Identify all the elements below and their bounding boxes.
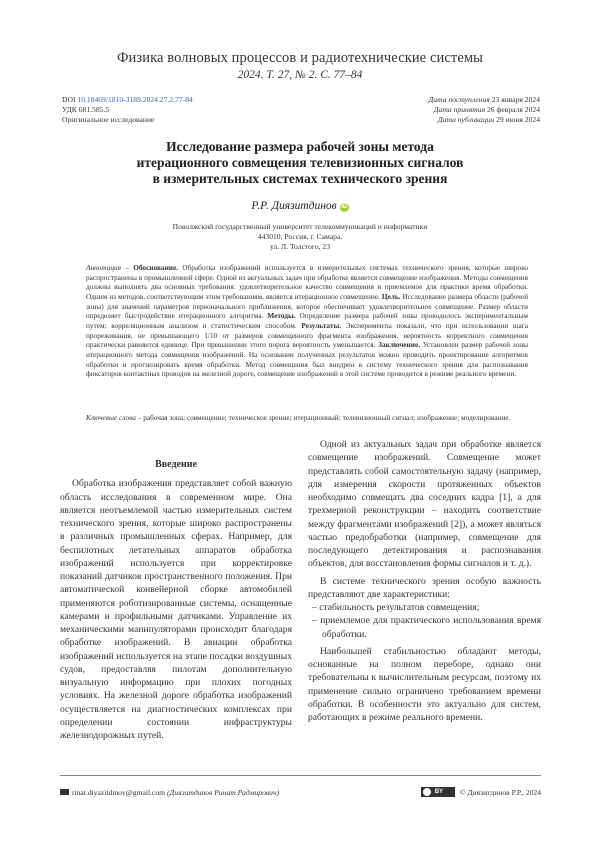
published-date: Дата публикации 29 июня 2024 (437, 114, 540, 124)
article-type: Оригинальное исследование (62, 114, 155, 124)
email-link[interactable]: rinat.diyazitdinov@gmail.com (72, 788, 166, 797)
orcid-icon[interactable]: iD (341, 204, 348, 210)
cc-circle-icon (423, 788, 431, 796)
paragraph: Обработка изображения представляет собой важную область исследования в современном мире. Она является неотъемлемой частью измерительных систем технического зрения, которые широко распространены в различных промышленных сферах. Например, для беспилотных летательных аппаратов обработка изображений используется при корректировке показаний датчиков пространственного положения. При автоматической конвейерной сборке автомобилей применяются роботизированные системы, оснащенные камерами и профильными датчиками. Управление их механическими манипуляторами происходит благодаря обработке изображений. В авиации обработка изображений используется на этапе посадки воздушных судов, предоставляя пилотам дополнительную визуальную информацию при плохих погодных условиях. На железной дороге обработка изображений осуществляется на диагностических комплексах при определении состоянии инфраструктуры железнодорожных путей. (60, 478, 292, 741)
abstract-subheading: Цель. (381, 291, 401, 301)
copyright-block (421, 787, 541, 797)
accepted-date: Дата принятия 26 февраля 2024 (433, 104, 540, 114)
title-line: Исследование размера рабочей зоны метода (166, 139, 434, 154)
affiliation-line: ул. Л. Толстого, 23 (269, 242, 331, 251)
doi-line (62, 95, 193, 105)
author-name: Р.Р. Диязитдинов (251, 200, 337, 212)
article-dates (429, 95, 540, 124)
abstract-label: Аннотация (86, 263, 122, 272)
abstract: Аннотация – Обоснование. Обработка изображений используется в измерительных системах технического зрения, которые широко распространены в промышленной сфере. Одной из актуальных задач при обработке является совмещение изображения. Методы совмещения должны выполнять два основных требования: удовлетворительное качество совмещения и приемлемое для практики время обработки. Одним из методов, соответствующим этим требованиям, является итерационное совмещение. Цель. Исследование размера области (рабочей зоны) для значений параметров первоначального приближения, которое обеспечивает удовлетворительное совмещение. Размер области определяет быстродействие итерационного алгоритма. Методы. Определение размера рабочей зоны проводилось экспериментальным путем; корреляционным анализом и статистическим способом. Результаты. Эксперименты показали, что при использовании шага прореживания, не превышающего 1/10 от размеров совмещенного фрагмента изображения, вероятность корректного совмещения практически равняется единице. При превышении этого порога вероятность уменьшается. Заключение. Установлен размер рабочей зоны итерационного метода совмещения изображений. На основании полученных результатов можно проводить проектирование алгоритмов обработки и прогнозировать время обработки. Метод совмещения был внедрен в систему технического зрения для распознавания фиксаторов контактных проводов на железной дороге, совмещение изображений в этой системе проводится в режиме реального времени. (86, 263, 529, 379)
mail-icon (60, 789, 69, 795)
keywords (86, 413, 528, 423)
body-column-right (308, 438, 541, 724)
paper-title (60, 139, 540, 187)
journal-header (0, 50, 600, 81)
title-line: итерационного совмещения телевизионных сигналов (136, 155, 464, 170)
article-meta-left (62, 95, 193, 124)
author-line (0, 200, 600, 212)
journal-title: Физика волновых процессов и радиотехнические системы (116, 50, 484, 66)
title-line: в измерительных системах технического зрения (152, 171, 448, 186)
paragraph: Одной из актуальных задач при обработке является совмещение изображений. Совмещение может представлять собой самостоятельную задачу (например, для измерения скорости протяженных объектов необходимо совмещать два соседних кадра [1], а для трехмерной реконструкции – находить соответствие между фрагментами изображений [2]), а может являться частью предобработки (например, совмещение для последующего детектирования и распознавания объектов, для восстановления формы сигналов и т. д.). (308, 439, 541, 570)
abstract-subheading: Методы. (267, 311, 296, 321)
affiliation (0, 222, 600, 252)
abstract-subheading: Обоснование. (133, 263, 179, 272)
page-footer (60, 775, 541, 797)
section-heading: Введение (155, 459, 197, 470)
received-date: Дата поступления 23 января 2024 (428, 95, 540, 104)
cc-by-label: BY (434, 789, 444, 795)
list-item: – приемлемое для практического использования время обработки. (312, 615, 541, 640)
keywords-text: – рабочая зона; совмещение; техническое зрение; итерационный; телевизионный сигнал; изображение; моделирование. (135, 413, 511, 422)
body-column-left (60, 458, 292, 742)
affiliation-line: Поволжский государственный университет телекоммуникаций и информатики (172, 222, 428, 231)
cc-license-icon[interactable] (421, 787, 455, 797)
abstract-subheading: Заключение. (378, 340, 421, 350)
affiliation-line: 443010, Россия, г. Самара, (257, 232, 343, 241)
contact-name: (Диязитдинов Ринат Радмирович) (166, 788, 280, 797)
abstract-subheading: Результаты. (301, 320, 342, 330)
keywords-label: Ключевые слова (86, 413, 136, 422)
journal-issue: 2024. Т. 27, № 2. С. 77–84 (237, 69, 363, 81)
list-item: – стабильность результатов совмещения; (312, 602, 480, 613)
paragraph: В системе технического зрения особую важность представляют две характеристики: (308, 575, 541, 600)
corresponding-author (60, 788, 279, 797)
doi-prefix: DOI (62, 95, 78, 104)
udc: УДК 681.585.5 (62, 104, 110, 114)
paragraph: Наибольшей стабильностью обладают методы, основанные на полном переборе, однако они требовательны к вычислительным ресурсам, поэтому их применение сильно ограничено требованием времени обработки. В особенности это актуально для систем, работающих в режиме реального времени. (308, 645, 541, 723)
doi-link[interactable]: 10.18469/1810-3189.2024.27.2.77-84 (77, 95, 193, 104)
copyright-text: © Диязитдинов Р.Р., 2024 (459, 788, 541, 797)
